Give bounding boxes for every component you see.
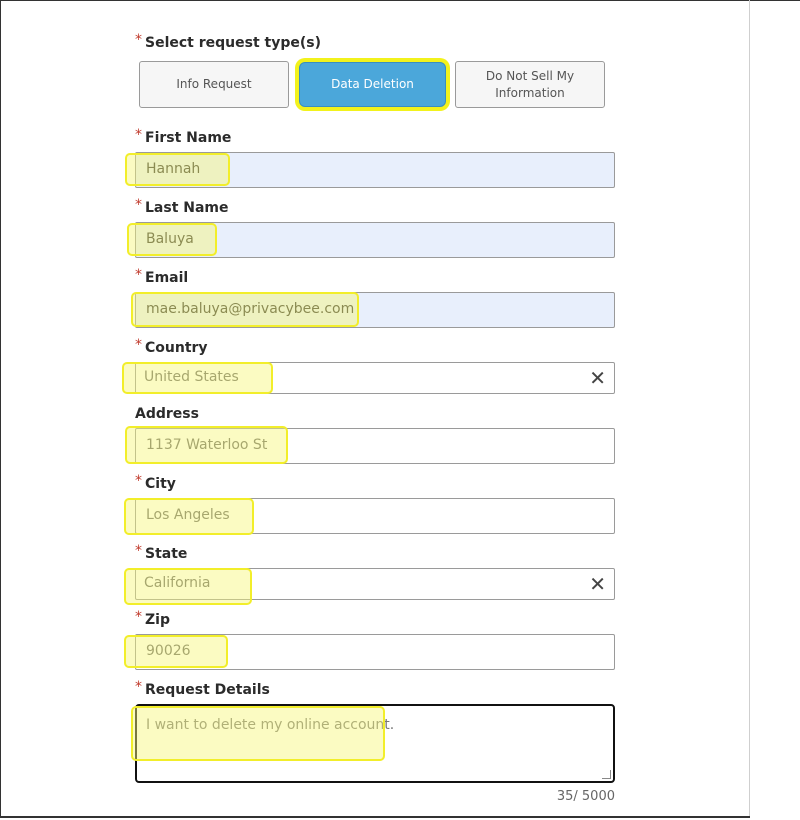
request-details-value: I want to delete my online account. (146, 717, 395, 733)
character-counter: 35/ 5000 (556, 789, 615, 804)
request-type-label: Select request type(s) (145, 35, 321, 51)
required-marker: * (135, 679, 142, 695)
required-marker: * (135, 609, 142, 625)
last-name-input[interactable] (135, 222, 615, 258)
do-not-sell-label: Do Not Sell My Information (485, 68, 575, 100)
first-name-value: Hannah (146, 161, 201, 177)
zip-value: 90026 (146, 643, 191, 659)
required-marker: * (135, 337, 142, 353)
email-label: Email (145, 270, 189, 286)
do-not-sell-button[interactable] (455, 61, 605, 108)
request-details-label: Request Details (145, 682, 270, 698)
required-marker: * (135, 543, 142, 559)
required-marker: * (135, 267, 142, 283)
state-select[interactable] (135, 568, 615, 600)
city-value: Los Angeles (146, 507, 230, 523)
state-value: California (144, 575, 211, 591)
last-name-value: Baluya (146, 231, 194, 247)
close-icon[interactable]: ✕ (589, 366, 606, 390)
city-label: City (145, 476, 176, 492)
city-input[interactable] (135, 498, 615, 534)
required-marker: * (135, 197, 142, 213)
zip-label: Zip (145, 612, 170, 628)
address-value: 1137 Waterloo St (146, 437, 268, 453)
request-details-textarea[interactable] (135, 704, 615, 783)
last-name-label: Last Name (145, 200, 229, 216)
resize-grip-icon[interactable] (602, 770, 611, 779)
required-marker: * (135, 127, 142, 143)
frame-left-border (0, 0, 1, 816)
address-label: Address (135, 406, 199, 422)
first-name-input[interactable] (135, 152, 615, 188)
email-input[interactable] (135, 292, 615, 328)
country-label: Country (145, 340, 208, 356)
address-input[interactable] (135, 428, 615, 464)
required-marker: * (135, 32, 142, 48)
frame-top-border (0, 0, 800, 1)
first-name-label: First Name (145, 130, 232, 146)
info-request-button[interactable] (139, 61, 289, 108)
country-select[interactable] (135, 362, 615, 394)
email-value: mae.baluya@privacybee.com (146, 301, 355, 317)
required-marker: * (135, 473, 142, 489)
state-label: State (145, 546, 188, 562)
data-deletion-button[interactable] (299, 62, 446, 107)
frame-bottom-border (0, 816, 750, 818)
close-icon[interactable]: ✕ (589, 572, 606, 596)
frame-right-border (749, 0, 750, 816)
country-value: United States (144, 369, 239, 385)
data-deletion-label: Data Deletion (331, 77, 414, 91)
zip-input[interactable] (135, 634, 615, 670)
info-request-label: Info Request (176, 77, 252, 91)
